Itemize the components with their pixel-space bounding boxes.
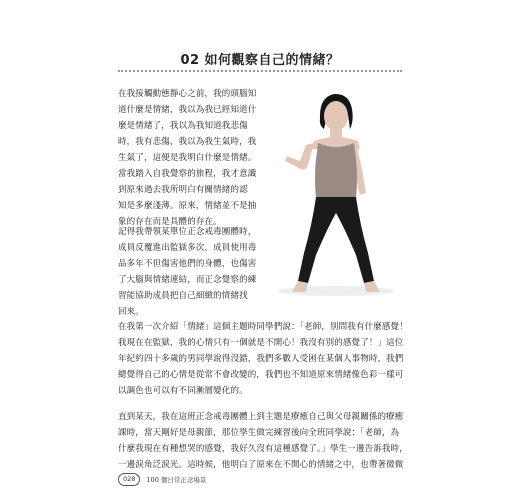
- left-foot-shape: [292, 281, 308, 292]
- leggings-shape: [298, 197, 374, 283]
- text-line: 象的存在而是具體的存在。: [118, 217, 222, 227]
- text-line: 當我踏入自我覺察的旅程，我才意識: [118, 169, 257, 179]
- paragraph-2: [118, 224, 256, 320]
- paragraph-4: [118, 409, 408, 473]
- paragraph-3: [118, 319, 408, 399]
- text-line: 知是多麼淺薄。原來，情緒並不是抽: [118, 201, 257, 211]
- text-line: 以調色也可以有不同漸層變化的。: [118, 386, 248, 396]
- book-title: 100 個日常正念場景: [146, 475, 207, 484]
- right-foot-shape: [364, 281, 380, 292]
- text-line: 年紀約四十多歲的男同學說得沒錯，我們多數人受困在某個人事物時，我們: [118, 354, 404, 364]
- text-line: 麼是情緒了，我以為我知道我悲傷: [118, 121, 248, 131]
- text-line: 道什麼是情緒，我以為我已經知道什: [118, 105, 257, 115]
- text-line: 在我接觸動態靜心之前，我的頭腦知: [118, 89, 257, 99]
- text-line: 到原來過去我所明白有關情緒的認: [118, 185, 248, 195]
- text-line: 課時，當天剛好是母親節，那位學生做完練習後向全班同學說：「老師，為: [118, 428, 400, 438]
- woman-figure-illustration: [270, 85, 402, 300]
- page-number: 028: [118, 473, 140, 486]
- face-shape: [324, 101, 348, 131]
- text-line: 品多年不但傷害他們的身體，也傷害: [118, 259, 257, 269]
- text-line: 一邊淚角泛淚光。這時候，他明白了原來在不開心的情緒之中，也帶著微微: [118, 460, 404, 470]
- left-arm-shape: [285, 143, 314, 170]
- text-line: 習能協助成員把自己細緻的情緒找: [118, 291, 248, 301]
- text-line: 生氣了，這便是我明白什麼是情緒。: [118, 153, 257, 163]
- text-line: 時，我有悲傷，我以為我生氣時，我: [118, 137, 257, 147]
- paragraph-1: [118, 86, 256, 230]
- text-line: 記得我帶領某單位正念戒毒團體時，: [118, 227, 257, 237]
- title-divider: [118, 70, 402, 72]
- text-line: 總覺得自己的心情是從常不會改變的，我們也不知道原來情緒像色彩一樣可: [118, 370, 404, 380]
- text-line: 直到某天，我在這班正念戒毒團體上到主題是療癒自己與父母親關係的療癒: [118, 412, 404, 422]
- neck-shape: [330, 128, 342, 138]
- text-line: 在我第一次介紹「情緒」這個主題時同學們說：「老師，別問我有什麼感覺！: [118, 322, 408, 332]
- text-line: 我現在在監獄，我的心情只有一個就是不開心！我沒有別的感覺了！」這位: [118, 338, 404, 348]
- section-title: 02 如何觀察自己的情緒？: [180, 53, 340, 68]
- tank-top-shape: [315, 143, 357, 199]
- text-line: 什麼我現在有種想哭的感覺，我好久沒有這種感覺了。」學生一邊告訴我時，: [118, 444, 408, 454]
- text-line: 了大腦與情緒連結，而正念覺察的練: [118, 275, 257, 285]
- text-line: 回來。: [118, 307, 144, 317]
- page-footer: [118, 471, 206, 487]
- woman-standing-photo: [270, 85, 402, 300]
- text-line: 成員反覆進出監獄多次，成員使用毒: [118, 243, 257, 253]
